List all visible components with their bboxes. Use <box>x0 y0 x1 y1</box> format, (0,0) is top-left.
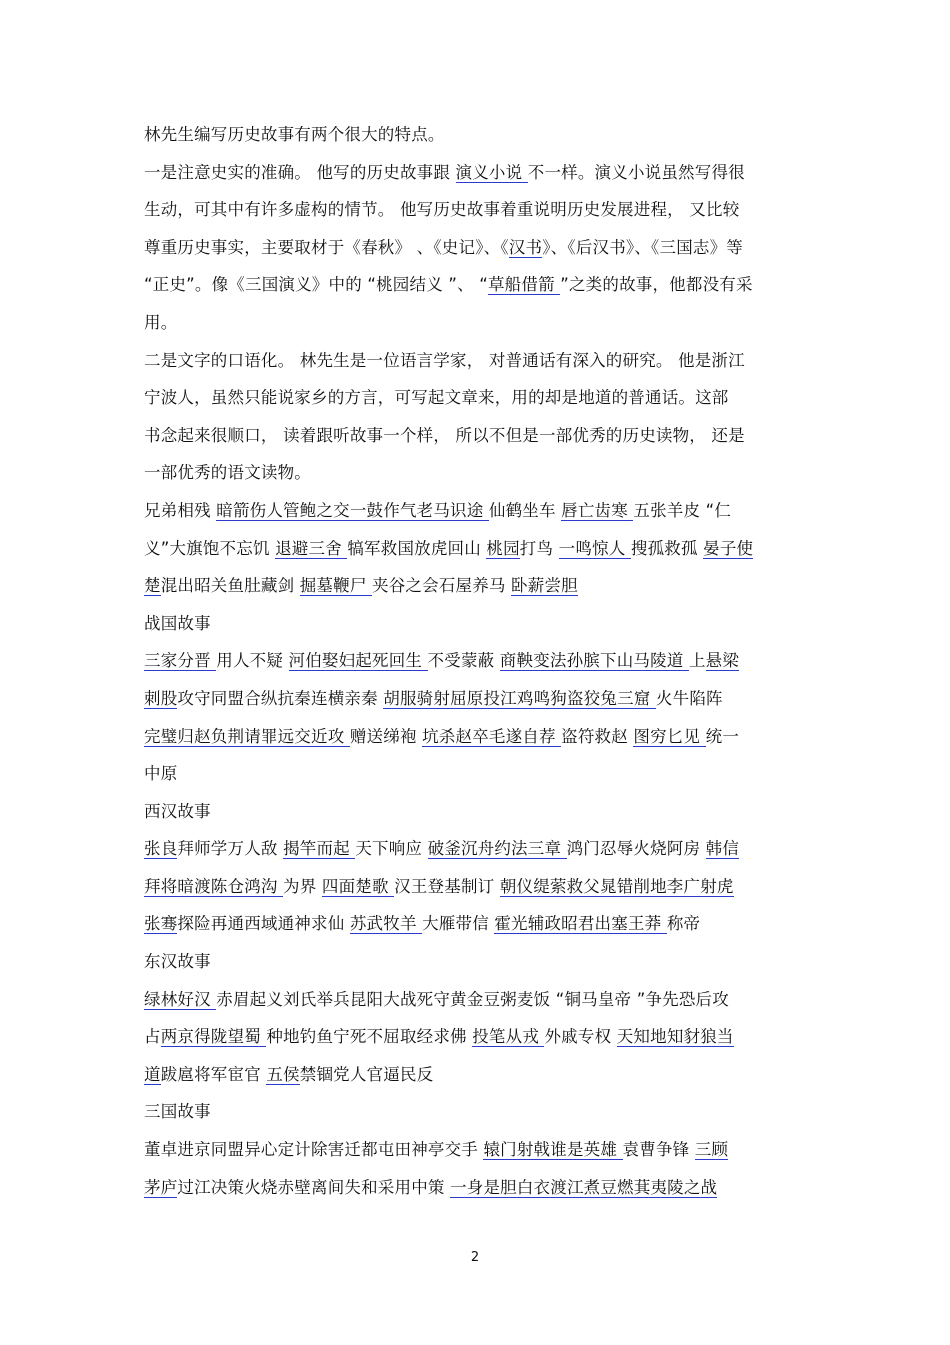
text-line <box>144 1169 808 1207</box>
underlined-text: 汉书 <box>508 237 543 257</box>
underlined-text: 图穷匕见 <box>633 726 706 746</box>
text-line <box>144 680 808 718</box>
text-run: 盗符救赵 <box>561 726 634 746</box>
text-line <box>144 492 808 530</box>
underlined-text: 商鞅变法孙膑下山马陵道 <box>499 651 689 671</box>
text-run: 天下响应 <box>355 839 428 859</box>
underlined-text: 掘墓鞭尸 <box>299 576 372 596</box>
text-run: 一部优秀的语文读物。 <box>144 463 311 483</box>
text-line <box>144 379 808 417</box>
underlined-text: 两京得陇望蜀 <box>160 1027 267 1047</box>
text-line <box>144 868 808 906</box>
text-run: 拜师学万人敌 <box>177 839 284 859</box>
text-run: 二是文字的口语化。 林先生是一位语言学家， 对普通话有深入的研究。 他是浙江 <box>144 350 745 370</box>
underlined-text: 绿林好汉 <box>144 989 217 1009</box>
text-run: 夹谷之会石屋养马 <box>372 576 512 596</box>
text-line <box>144 567 808 605</box>
text-run: 称帝 <box>666 914 701 934</box>
text-run: 占 <box>144 1027 161 1047</box>
text-line <box>144 718 808 756</box>
text-run: 书念起来很顺口， 读着跟听故事一个样， 所以不但是一部优秀的历史读物， 还是 <box>144 425 745 445</box>
underlined-text: 霍光辅政昭君出塞王莽 <box>494 914 667 934</box>
underlined-text: 胡服骑射屈原投江鸡鸣狗盗狡兔三窟 <box>383 688 656 708</box>
underlined-text: 破釜沉舟约法三章 <box>427 839 567 859</box>
underlined-text: 张骞 <box>144 914 178 934</box>
text-run: 不受蒙蔽 <box>427 651 500 671</box>
page-number: 2 <box>470 1250 480 1265</box>
text-run: 为界 <box>283 876 322 896</box>
text-line <box>144 304 808 342</box>
underlined-text: 茅庐 <box>144 1177 178 1197</box>
text-run: 赤眉起义刘氏举兵昆阳大战死守黄金豆粥麦饭 “铜马皇帝 ”争先恐后攻 <box>216 989 729 1009</box>
text-run: 》、《后汉书》、《三国志》等 <box>542 237 744 257</box>
text-run: ”之类的故事，他都没有采 <box>560 275 753 295</box>
underlined-text: 朝仪缇萦救父晁错削地李广射虎 <box>499 876 734 896</box>
underlined-text: 揭竿而起 <box>283 839 356 859</box>
underlined-text: 三家分晋 <box>144 651 217 671</box>
text-run: 统一 <box>705 726 740 746</box>
underlined-text: 演义小说 <box>455 162 528 182</box>
underlined-text: 暗箭伤人管鲍之交一鼓作气老马识途 <box>216 500 489 520</box>
text-run: 义”大旗饱不忘饥 <box>144 538 276 558</box>
text-line <box>144 530 808 568</box>
text-run: 禁锢党人官逼民反 <box>299 1064 434 1084</box>
underlined-text: 唇亡齿寒 <box>561 500 634 520</box>
text-run: 三国故事 <box>144 1102 211 1122</box>
text-run: 跋扈将军宦官 <box>160 1064 267 1084</box>
text-line <box>144 1018 808 1056</box>
text-line <box>144 191 808 229</box>
text-run: 火牛陷阵 <box>655 688 723 708</box>
text-line <box>144 342 808 380</box>
underlined-text: 三顾 <box>694 1140 729 1160</box>
underlined-text: 悬梁 <box>705 651 740 671</box>
underlined-text: 晏子使 <box>703 538 754 558</box>
underlined-text: 河伯娶妇起死回生 <box>288 651 428 671</box>
text-run: 种地钓鱼宁死不屈取经求佛 <box>266 1027 473 1047</box>
underlined-text: 草船借箭 <box>487 275 561 295</box>
text-run: 过江决策火烧赤壁离间失和采用中策 <box>177 1177 451 1197</box>
underlined-text: 苏武牧羊 <box>349 914 423 934</box>
text-line <box>144 116 808 154</box>
text-line <box>144 454 808 492</box>
text-run: 林先生编写历史故事有两个很大的特点。 <box>144 125 445 144</box>
text-run: 一是注意史实的准确。 他写的历史故事跟 <box>144 162 456 182</box>
underlined-text: 投笔从戎 <box>472 1027 545 1047</box>
text-run: 不一样。演义小说虽然写得很 <box>527 162 745 182</box>
text-run: 犒军救国放虎回山 <box>347 538 487 558</box>
underlined-text: 刺股 <box>144 688 178 708</box>
underlined-text: 卧薪尝胆 <box>511 576 578 596</box>
text-run: 搜孤救孤 <box>630 538 704 558</box>
text-line <box>144 605 808 643</box>
underlined-text: 辕门射戟谁是英雄 <box>483 1140 623 1160</box>
underlined-text: 一身是胆白衣渡江煮豆燃萁夷陵之战 <box>450 1177 718 1197</box>
text-run: 宁波人，虽然只能说家乡的方言，可写起文章来，用的却是地道的普通话。这部 <box>144 388 729 408</box>
text-run: 中原 <box>144 764 178 784</box>
text-run: 探险再通西域通神求仙 <box>177 914 350 934</box>
text-run: “正史”。像《三国演义》中的 “桃园结义 ”、 “ <box>144 275 488 295</box>
underlined-text: 坑杀赵卒毛遂自荐 <box>422 726 562 746</box>
text-line <box>144 1131 808 1169</box>
text-run: 尊重历史事实，主要取材于《春秋》 、《史记》、《 <box>144 237 509 257</box>
text-line <box>144 830 808 868</box>
text-run: 兄弟相残 <box>144 500 217 520</box>
text-run: 东汉故事 <box>144 952 211 972</box>
text-run: 打鸟 <box>519 538 559 558</box>
text-run: 五张羊皮 “仁 <box>633 500 732 520</box>
text-run: 生动，可其中有许多虚构的情节。 他写历史故事着重说明历史发展进程， 又比较 <box>144 200 740 220</box>
text-line <box>144 1093 808 1131</box>
underlined-text: 一鸣惊人 <box>558 538 631 558</box>
text-run: 大雁带信 <box>422 914 495 934</box>
underlined-text: 拜将暗渡陈仓鸿沟 <box>144 876 284 896</box>
document-body <box>144 116 808 1206</box>
text-run: 攻守同盟合纵抗秦连横亲秦 <box>177 688 384 708</box>
underlined-text: 退避三舍 <box>275 538 348 558</box>
underlined-text: 韩信 <box>705 839 740 859</box>
text-run: 仙鹤坐车 <box>488 500 562 520</box>
text-line <box>144 229 808 267</box>
text-line <box>144 943 808 981</box>
text-line <box>144 793 808 831</box>
text-line <box>144 755 808 793</box>
text-run: 外戚专权 <box>544 1027 617 1047</box>
text-run: 鸿门忍辱火烧阿房 <box>566 839 706 859</box>
underlined-text: 楚 <box>144 576 161 596</box>
text-run: 混出昭关鱼肚藏剑 <box>160 576 300 596</box>
text-run: 西汉故事 <box>144 801 211 821</box>
underlined-text: 桃园 <box>486 538 520 558</box>
text-run: 用。 <box>144 312 178 332</box>
text-run: 董卓进京同盟异心定计除害迁都屯田神亭交手 <box>144 1140 484 1160</box>
text-run: 袁曹争锋 <box>622 1140 695 1160</box>
underlined-text: 五侯 <box>266 1064 300 1084</box>
text-line <box>144 154 808 192</box>
text-run: 汉王登基制订 <box>394 876 500 896</box>
text-run: 赠送绨袍 <box>349 726 423 746</box>
underlined-text: 完璧归赵负荆请罪远交近攻 <box>144 726 350 746</box>
text-line <box>144 981 808 1019</box>
underlined-text: 道 <box>144 1064 161 1084</box>
underlined-text: 张良 <box>144 839 178 859</box>
text-line <box>144 1056 808 1094</box>
text-line <box>144 266 808 304</box>
text-run: 上 <box>688 651 706 671</box>
underlined-text: 四面楚歌 <box>321 876 395 896</box>
text-run: 用人不疑 <box>216 651 289 671</box>
text-line <box>144 417 808 455</box>
underlined-text: 天知地知豺狼当 <box>616 1027 734 1047</box>
text-line <box>144 905 808 943</box>
text-run: 战国故事 <box>144 613 211 633</box>
text-line <box>144 642 808 680</box>
